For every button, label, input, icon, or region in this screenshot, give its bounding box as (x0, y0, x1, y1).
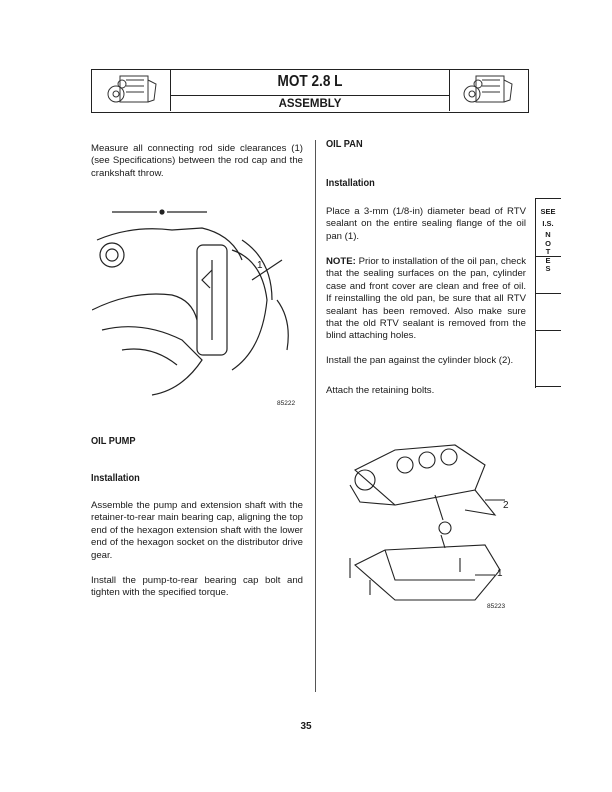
callout-1: 1 (497, 568, 503, 579)
engine-illustration-left (92, 70, 171, 111)
note-label: NOTE: (326, 256, 356, 267)
oil-pan-paragraph-3: Attach the retaining bolts. (326, 385, 435, 396)
oil-pump-installation-heading: Installation (91, 472, 140, 484)
callout-1: 1 (257, 260, 263, 271)
oil-pan-heading: OIL PAN (326, 138, 363, 150)
oil-pan-paragraph-1: Place a 3-mm (1/8-in) diameter bead of RTV sealant on the entire sealing flange of the oil pan (1). (326, 206, 526, 242)
tab-notes: N O T E S (545, 230, 551, 273)
figure-number: 85222 (277, 400, 296, 407)
oil-pump-heading: OIL PUMP (91, 435, 136, 447)
page-title: MOT 2.8 L (277, 73, 343, 90)
connecting-rod-figure (92, 200, 302, 407)
note-text: Prior to installation of the oil pan, check that the sealing surfaces on the pan, cylinder case and front cover are clean and free of oil. If reinstalling the old pan, be sure that all RTV sealant has been removed. Also make sure that the old RTV sealant is removed from the blind attaching holes. (326, 256, 526, 342)
oil-pan-figure (335, 440, 515, 615)
oil-pump-paragraph-1: Assemble the pump and extension shaft with the retainer-to-rear main bearing cap, aligning the top end of the hexagon extension shaft with the lower end of the hexagon socket on the distributor drive gear. (91, 500, 303, 561)
page-number: 35 (300, 721, 312, 732)
note-paragraph (326, 256, 526, 343)
oil-pump-paragraph-2: Install the pump-to-rear bearing cap bolt and tighten with the specified torque. (91, 575, 303, 599)
page-header (91, 69, 529, 113)
tab-see: SEE (540, 207, 556, 216)
callout-2: 2 (503, 500, 509, 511)
oil-pan-paragraph-2: Install the pan against the cylinder block (2). (326, 355, 514, 366)
engine-illustration-right (449, 70, 528, 111)
section-subtitle: ASSEMBLY (170, 95, 450, 112)
intro-paragraph: Measure all connecting rod side clearances (1) (see Specifications) between the rod cap and the crankshaft throw. (91, 143, 303, 179)
tab-is: I.S. (542, 218, 554, 228)
column-divider (315, 140, 316, 692)
see-is-notes-tab (535, 198, 561, 388)
figure-number: 85223 (487, 603, 506, 610)
oil-pan-installation-heading: Installation (326, 177, 375, 189)
